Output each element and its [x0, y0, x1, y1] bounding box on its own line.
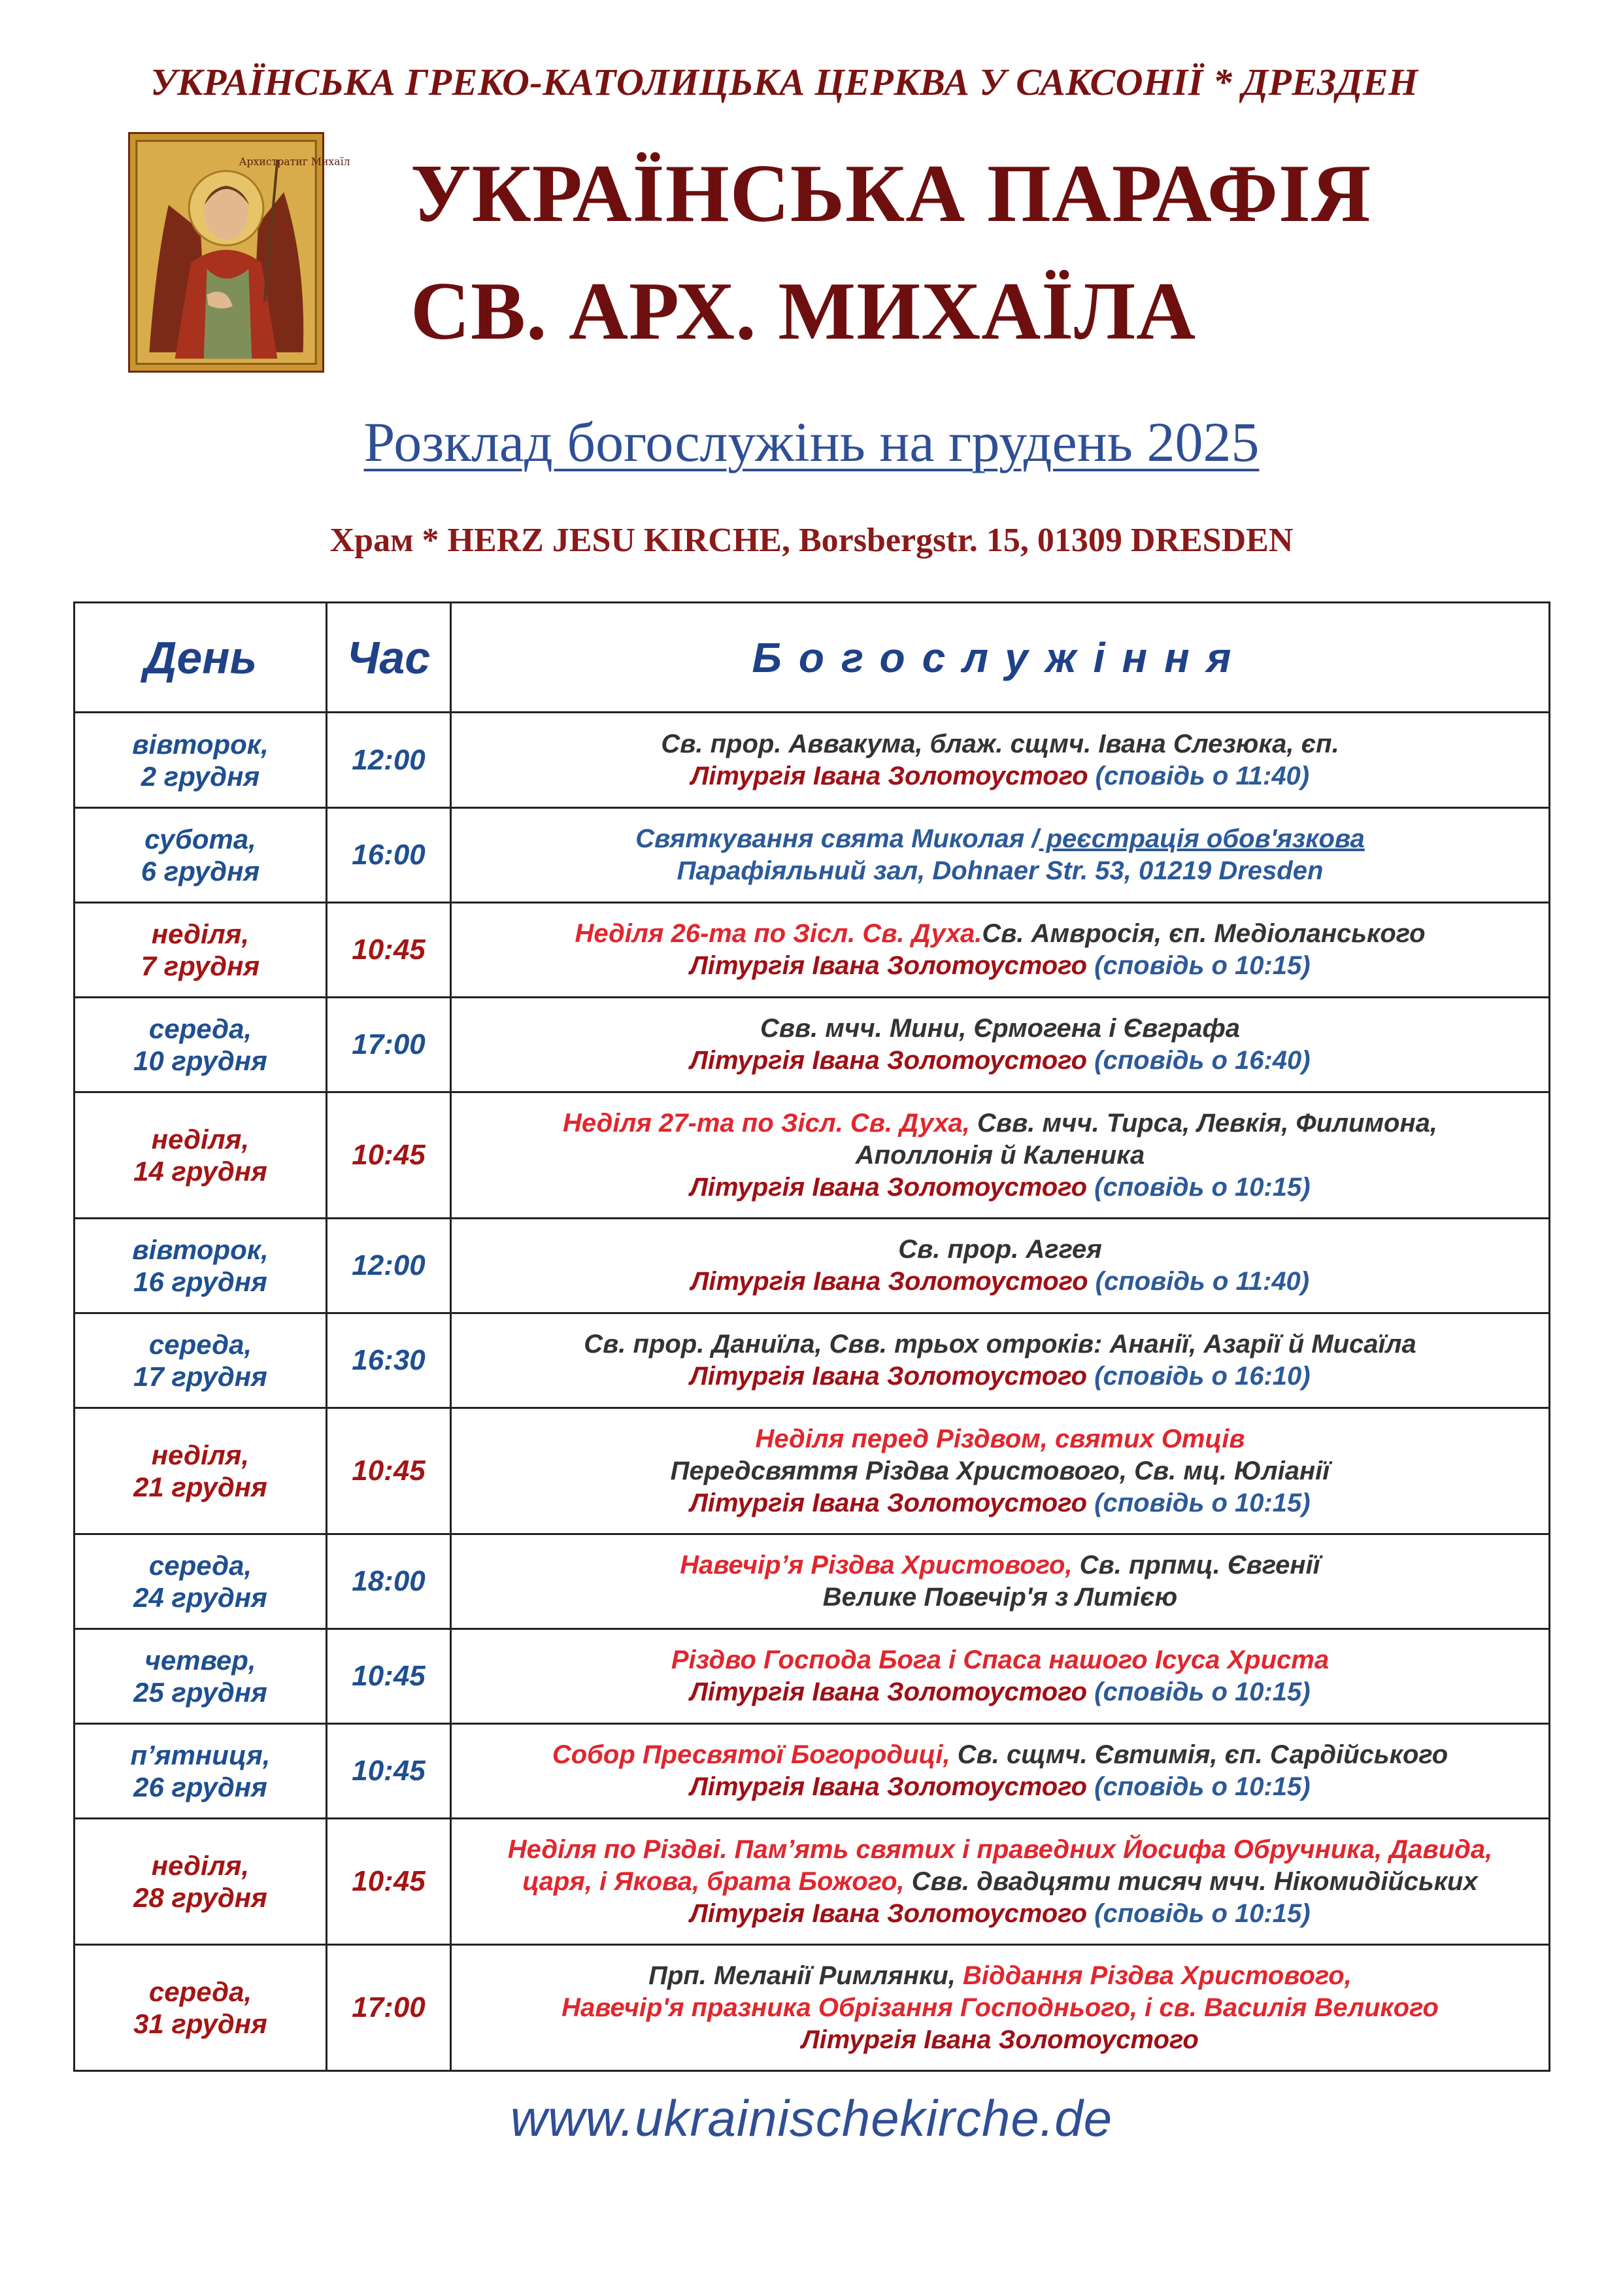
archangel-icon	[130, 134, 350, 371]
table-row	[75, 1219, 1550, 1313]
row-time: 10:45	[327, 1724, 451, 1819]
table-row	[75, 998, 1550, 1092]
row-time: 17:00	[327, 1945, 451, 2071]
row-time: 16:00	[327, 808, 451, 903]
row-service: Неділя 27-та по Зісл. Св. Духа, Свв. мчч. Тирса, Левкія, Филимона, Аполлонія й Каленика Літургія Івана Золотоустого (сповідь о 10:15)	[451, 1092, 1550, 1219]
table-row	[75, 1408, 1550, 1534]
church-address: Храм * HERZ JESU KIRCHE, Borsbergstr. 15, 01309 DRESDEN	[329, 522, 1294, 559]
row-service: Навечір’я Різдва Христового, Св. прпмц. Євгенії Велике Повечір'я з Литією	[451, 1534, 1550, 1629]
row-day: середа, 10 грудня	[75, 998, 327, 1092]
table-row	[75, 903, 1550, 998]
header-day: День	[75, 603, 327, 713]
row-time: 10:45	[327, 1819, 451, 1945]
table-header-row	[75, 603, 1550, 713]
icon-inscription: Архистратиг Михаїл	[239, 155, 350, 168]
row-time: 17:00	[327, 998, 451, 1092]
row-service: Св. прор. Аггея Літургія Івана Золотоустого (сповідь о 11:40)	[451, 1219, 1550, 1313]
row-day: четвер, 25 грудня	[75, 1629, 327, 1724]
row-day: неділя, 7 грудня	[75, 903, 327, 998]
header-time: Час	[327, 603, 451, 713]
row-time: 12:00	[327, 713, 451, 808]
row-day: субота, 6 грудня	[75, 808, 327, 903]
row-service: Св. прор. Даниїла, Свв. трьох отроків: Ананії, Азарії й Мисаїла Літургія Івана Золотоустого (сповідь о 16:10)	[451, 1313, 1550, 1408]
row-service: Св. прор. Аввакума, блаж. сщмч. Івана Слезюка, єп. Літургія Івана Золотоустого (сповідь о 11:40)	[451, 713, 1550, 808]
row-day: середа, 17 грудня	[75, 1313, 327, 1408]
row-day: неділя, 14 грудня	[75, 1092, 327, 1219]
row-time: 16:30	[327, 1313, 451, 1408]
header-service: Богослужіння	[451, 603, 1550, 713]
row-day: вівторок, 2 грудня	[75, 713, 327, 808]
table-row	[75, 1629, 1550, 1724]
row-service: Свв. мчч. Мини, Єрмогена і Євграфа Літургія Івана Золотоустого (сповідь о 16:40)	[451, 998, 1550, 1092]
row-service: Неділя перед Різдвом, святих Отців Передсвяття Різдва Христового, Св. мц. Юліанії Літургія Івана Золотоустого (сповідь о 10:15)	[451, 1408, 1550, 1534]
table-row	[75, 1534, 1550, 1629]
table-row	[75, 1092, 1550, 1219]
registration-link[interactable]: реєстрація обов'язкова	[1039, 824, 1365, 853]
parish-title-line2: СВ. АРХ. МИХАЇЛА	[410, 266, 1197, 357]
row-time: 10:45	[327, 903, 451, 998]
table-row	[75, 1313, 1550, 1408]
schedule-title: Розклад богослужінь на грудень 2025	[363, 411, 1260, 473]
archangel-icon-image	[128, 132, 350, 373]
row-day: середа, 24 грудня	[75, 1534, 327, 1629]
row-service: Прп. Меланії Римлянки, Віддання Різдва Христового, Навечір'я празника Обрізання Господнього, і св. Василія Великого Літургія Івана Золотоустого	[451, 1945, 1550, 2071]
row-time: 18:00	[327, 1534, 451, 1629]
table-row	[75, 808, 1550, 903]
row-day: вівторок, 16 грудня	[75, 1219, 327, 1313]
row-day: п’ятниця, 26 грудня	[75, 1724, 327, 1819]
schedule-table	[73, 601, 1550, 2072]
row-day: неділя, 21 грудня	[75, 1408, 327, 1534]
table-row	[75, 713, 1550, 808]
parish-title-line1: УКРАЇНСЬКА ПАРАФІЯ	[410, 148, 1372, 239]
table-row	[75, 1724, 1550, 1819]
website-link[interactable]: www.ukrainischekirche.de	[510, 2089, 1113, 2147]
row-day: середа, 31 грудня	[75, 1945, 327, 2071]
row-time: 10:45	[327, 1408, 451, 1534]
row-time: 10:45	[327, 1629, 451, 1724]
row-service: Різдво Господа Бога і Спаса нашого Ісуса Христа Літургія Івана Золотоустого (сповідь о 10:15)	[451, 1629, 1550, 1724]
church-name: УКРАЇНСЬКА ГРЕКО-КАТОЛИЦЬКА ЦЕРКВА У САКСОНІЇ * ДРЕЗДЕН	[150, 61, 1418, 103]
row-service: Неділя по Різдві. Пам’ять святих і праведних Йосифа Обручника, Давида, царя, і Якова, брата Божого, Свв. двадцяти тисяч мчч. Нікомидійських Літургія Івана Золотоустого (сповідь о 10:15)	[451, 1819, 1550, 1945]
row-time: 10:45	[327, 1092, 451, 1219]
row-service: Святкування свята Миколая / реєстрація обов'язкова Парафіяльний зал, Dohnaer Str. 53, 01219 Dresden	[451, 808, 1550, 903]
row-day: неділя, 28 грудня	[75, 1819, 327, 1945]
table-row	[75, 1945, 1550, 2071]
row-time: 12:00	[327, 1219, 451, 1313]
row-service: Собор Пресвятої Богородиці, Св. сщмч. Євтимія, єп. Сардійського Літургія Івана Золотоустого (сповідь о 10:15)	[451, 1724, 1550, 1819]
row-service: Неділя 26-та по Зісл. Св. Духа.Св. Амвросія, єп. Медіоланського Літургія Івана Золотоустого (сповідь о 10:15)	[451, 903, 1550, 998]
table-row	[75, 1819, 1550, 1945]
